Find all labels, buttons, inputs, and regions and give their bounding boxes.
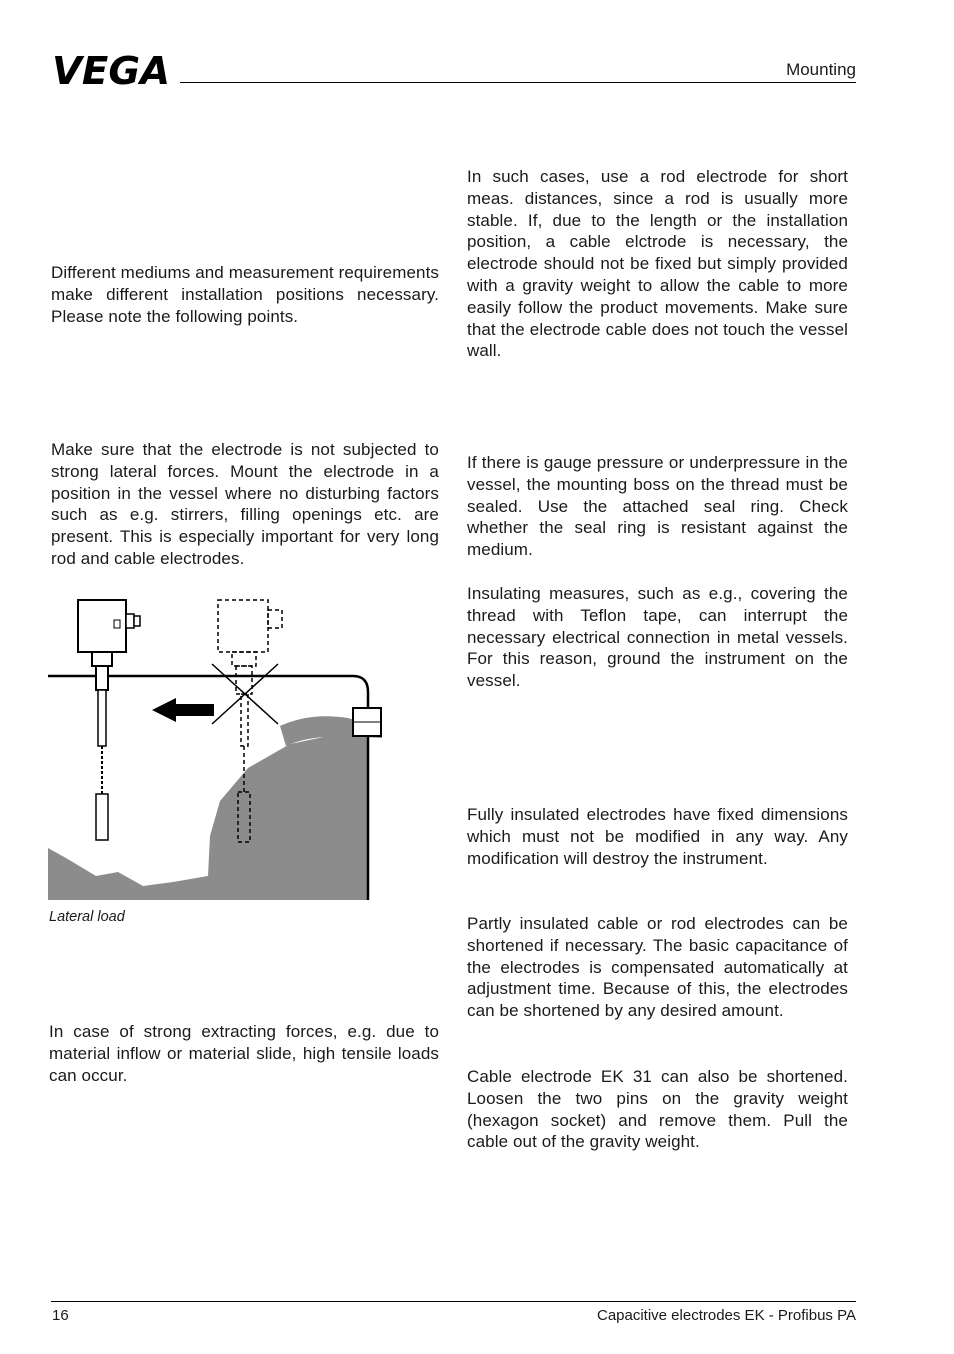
section-title: Mounting [786, 60, 856, 79]
page-number: 16 [52, 1307, 69, 1324]
intro-paragraph: Different mediums and measurement requirements make different installation positions necessary. Please note the following points. [51, 263, 439, 326]
figure-caption: Lateral load [49, 909, 125, 925]
ek31-paragraph: Cable electrode EK 31 can also be shortened. Loosen the two pins on the gravity weight (hexagon socket) and remove them. Pull the cable out of the gravity weight. [467, 1067, 848, 1152]
vega-logo [52, 54, 172, 86]
insulating-paragraph: Insulating measures, such as e.g., covering the thread with Teflon tape, can interrupt the necessary electrical connection in metal vessels. For this reason, ground the instrument on the vessel. [467, 584, 848, 691]
header-rule [180, 82, 856, 83]
lateral-load-paragraph: Make sure that the electrode is not subjected to strong lateral forces. Mount the electrode in a position in the vessel where no disturbing factors such as e.g. stirrers, filling openings etc. are present. This is especially important for very long rod and cable electrodes. [51, 440, 439, 568]
rod-vs-cable-paragraph: In such cases, use a rod electrode for short meas. distances, since a rod is usually more stable. If, due to the length or the installation position, a cable elctrode is necessary, the electrode should not be fixed but simply provided with a gravity weight to allow the cable to more easily follow the product movements. Make sure that the electrode cable does not touch the vessel wall. [467, 167, 848, 361]
logo-text: VEGA [52, 54, 170, 86]
tensile-load-paragraph: In case of strong extracting forces, e.g. due to material inflow or material slide, high tensile loads can occur. [49, 1022, 439, 1085]
footer-rule [51, 1301, 856, 1302]
electrode-correct [78, 600, 140, 840]
partly-insulated-paragraph: Partly insulated cable or rod electrodes can be shortened if necessary. The basic capacitance of the electrodes is compensated automatically at adjustment time. Because of this, the electrodes can be shortened by any desired amount. [467, 914, 848, 1021]
lateral-load-figure [48, 596, 384, 902]
document-title: Capacitive electrodes EK - Profibus PA [596, 1307, 856, 1324]
fully-insulated-paragraph: Fully insulated electrodes have fixed dimensions which must not be modified in any way. Any modification will destroy the instrument. [467, 805, 848, 868]
move-arrow [152, 698, 214, 722]
sealing-paragraph: If there is gauge pressure or underpressure in the vessel, the mounting boss on the thread must be sealed. Use the attached seal ring. Check whether the seal ring is resistant against the medium. [467, 453, 848, 560]
